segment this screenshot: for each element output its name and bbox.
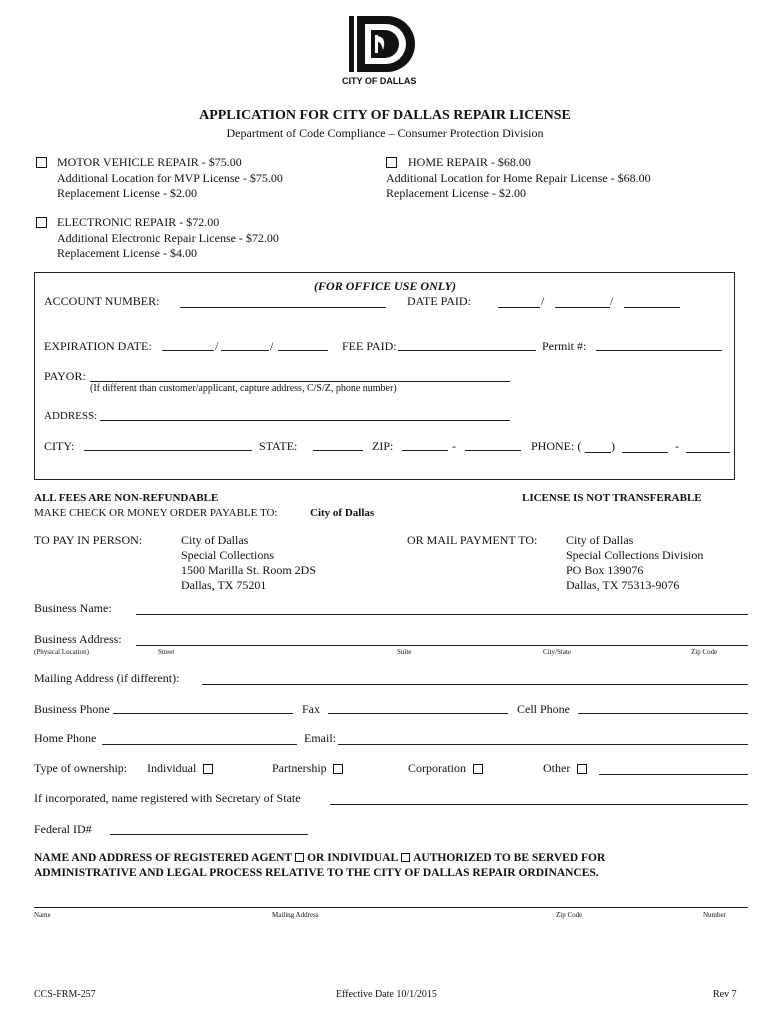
office-city-label: CITY: xyxy=(44,439,75,453)
pay-in-person-line-3: 1500 Marilla St. Room 2DS xyxy=(181,563,317,577)
cell-phone-field[interactable] xyxy=(578,713,748,714)
home-phone-label: Home Phone xyxy=(34,731,97,745)
date-paid-year-field[interactable] xyxy=(624,307,680,308)
office-zip-field[interactable] xyxy=(402,450,448,451)
office-zip-ext-field[interactable] xyxy=(465,450,521,451)
dallas-d-logo-icon xyxy=(345,12,425,76)
agent-name-caption: Name xyxy=(34,911,51,919)
pay-in-person-line-4: Dallas, TX 75201 xyxy=(181,578,267,592)
fax-field[interactable] xyxy=(328,713,508,714)
pay-in-person-line-2: Special Collections xyxy=(181,548,274,562)
federal-id-label: Federal ID# xyxy=(34,822,92,836)
payor-label: PAYOR: xyxy=(44,369,86,383)
motor-vehicle-checkbox[interactable] xyxy=(36,157,47,168)
home-phone-field[interactable] xyxy=(102,744,297,745)
non-refundable-notice: ALL FEES ARE NON-REFUNDABLE xyxy=(34,492,219,504)
individual-checkbox[interactable] xyxy=(203,764,213,774)
logo-caption: CITY OF DALLAS xyxy=(342,76,417,86)
date-paid-slash-2: / xyxy=(610,294,614,308)
registered-agent-text-c: AUTHORIZED TO BE SERVED FOR xyxy=(413,852,606,864)
motor-vehicle-additional: Additional Location for MVP License - $75.00 xyxy=(57,171,283,185)
city-state-caption: City/State xyxy=(543,648,571,656)
date-paid-month-field[interactable] xyxy=(498,307,540,308)
registered-agent-checkbox[interactable] xyxy=(295,853,304,862)
partnership-checkbox[interactable] xyxy=(333,764,343,774)
registered-agent-text-a: NAME AND ADDRESS OF REGISTERED AGENT xyxy=(34,852,293,864)
incorporated-label: If incorporated, name registered with Secretary of State xyxy=(34,791,301,805)
pay-in-person-line-1: City of Dallas xyxy=(181,533,249,547)
expiration-day-field[interactable] xyxy=(221,350,269,351)
physical-location-note: (Physical Location) xyxy=(34,648,90,656)
mailing-address-field[interactable] xyxy=(202,684,748,685)
business-name-label: Business Name: xyxy=(34,601,112,615)
home-repair-checkbox[interactable] xyxy=(386,157,397,168)
individual-agent-checkbox[interactable] xyxy=(401,853,410,862)
ownership-type-label: Type of ownership: xyxy=(34,761,128,775)
office-phone-label: PHONE: ( xyxy=(531,439,582,453)
not-transferable-notice: LICENSE IS NOT TRANSFERABLE xyxy=(522,492,702,504)
permit-field[interactable] xyxy=(596,350,722,351)
payor-note: (If different than customer/applicant, capture address, C/S/Z, phone number) xyxy=(90,383,397,394)
page-title: APPLICATION FOR CITY OF DALLAS REPAIR LICENSE xyxy=(199,108,571,123)
page-subtitle: Department of Code Compliance – Consumer Protection Division xyxy=(226,126,544,140)
city-of-dallas-logo xyxy=(342,12,425,88)
expiration-year-field[interactable] xyxy=(278,350,328,351)
office-state-field[interactable] xyxy=(313,450,363,451)
date-paid-label: DATE PAID: xyxy=(407,294,471,308)
office-phone-prefix-field[interactable] xyxy=(622,452,668,453)
office-zip-label: ZIP: xyxy=(372,439,394,453)
payee-name: City of Dallas xyxy=(310,507,375,519)
mail-payment-line-2: Special Collections Division xyxy=(566,548,704,562)
mail-payment-label: OR MAIL PAYMENT TO: xyxy=(407,533,538,547)
home-repair-additional: Additional Location for Home Repair License - $68.00 xyxy=(386,171,651,185)
registered-agent-text-b: OR INDIVIDUAL xyxy=(307,852,399,864)
mail-payment-line-1: City of Dallas xyxy=(566,533,634,547)
motor-vehicle-replacement: Replacement License - $2.00 xyxy=(57,186,197,200)
other-label: Other xyxy=(543,761,571,775)
make-check-label: MAKE CHECK OR MONEY ORDER PAYABLE TO: xyxy=(34,507,278,519)
office-phone-paren: ) xyxy=(611,439,615,453)
expiration-month-field[interactable] xyxy=(162,350,214,351)
business-address-label: Business Address: xyxy=(34,632,122,646)
office-phone-area-field[interactable] xyxy=(585,452,611,453)
agent-zip-code-caption: Zip Code xyxy=(556,911,583,919)
agent-mailing-address-caption: Mailing Address xyxy=(272,911,319,919)
permit-label: Permit #: xyxy=(542,339,587,353)
email-label: Email: xyxy=(304,731,336,745)
street-caption: Street xyxy=(158,648,175,656)
office-address-label: ADDRESS: xyxy=(44,410,98,422)
fee-paid-field[interactable] xyxy=(398,350,536,351)
account-number-label: ACCOUNT NUMBER: xyxy=(44,294,160,308)
electronic-repair-replacement: Replacement License - $4.00 xyxy=(57,246,197,260)
fax-label: Fax xyxy=(302,702,320,716)
date-paid-slash-1: / xyxy=(541,294,545,308)
home-repair-label: HOME REPAIR - $68.00 xyxy=(408,155,531,169)
pay-in-person-label: TO PAY IN PERSON: xyxy=(34,533,143,547)
mail-payment-line-3: PO Box 139076 xyxy=(566,563,644,577)
corporation-checkbox[interactable] xyxy=(473,764,483,774)
other-checkbox[interactable] xyxy=(577,764,587,774)
cell-phone-label: Cell Phone xyxy=(517,702,570,716)
home-repair-replacement: Replacement License - $2.00 xyxy=(386,186,526,200)
registered-agent-subheading: ADMINISTRATIVE AND LEGAL PROCESS RELATIVE TO THE CITY OF DALLAS REPAIR ORDINANCES. xyxy=(34,867,599,879)
office-city-field[interactable] xyxy=(84,450,252,451)
zip-code-caption: Zip Code xyxy=(691,648,718,656)
incorporated-name-field[interactable] xyxy=(330,804,748,805)
email-field[interactable] xyxy=(338,744,748,745)
business-phone-label: Business Phone xyxy=(34,702,110,716)
date-paid-day-field[interactable] xyxy=(555,307,610,308)
electronic-repair-additional: Additional Electronic Repair License - $72.00 xyxy=(57,231,279,245)
revision: Rev 7 xyxy=(713,989,737,1000)
partnership-label: Partnership xyxy=(272,761,327,775)
corporation-label: Corporation xyxy=(408,761,466,775)
expiration-slash-2: / xyxy=(270,339,274,353)
office-phone-dash: - xyxy=(675,439,679,453)
agent-info-field[interactable] xyxy=(34,907,748,908)
individual-label: Individual xyxy=(147,761,197,775)
expiration-date-label: EXPIRATION DATE: xyxy=(44,339,152,353)
office-state-label: STATE: xyxy=(259,439,298,453)
payor-field[interactable] xyxy=(90,381,510,382)
suite-caption: Suite xyxy=(397,648,412,656)
account-number-field[interactable] xyxy=(180,307,386,308)
business-address-field[interactable] xyxy=(136,645,748,646)
agent-number-caption: Number xyxy=(703,911,726,919)
mail-payment-line-4: Dallas, TX 75313-9076 xyxy=(566,578,680,592)
office-phone-line-field[interactable] xyxy=(686,452,730,453)
business-name-field[interactable] xyxy=(136,614,748,615)
business-phone-field[interactable] xyxy=(113,713,293,714)
other-ownership-field[interactable] xyxy=(599,774,748,775)
effective-date: Effective Date 10/1/2015 xyxy=(336,989,437,1000)
office-address-field[interactable] xyxy=(100,420,510,421)
office-zip-dash: - xyxy=(452,439,456,453)
office-use-heading: (FOR OFFICE USE ONLY) xyxy=(314,279,456,293)
electronic-repair-checkbox[interactable] xyxy=(36,217,47,228)
fee-paid-label: FEE PAID: xyxy=(342,339,397,353)
motor-vehicle-label: MOTOR VEHICLE REPAIR - $75.00 xyxy=(57,155,242,169)
expiration-slash-1: / xyxy=(215,339,219,353)
registered-agent-heading xyxy=(34,852,605,864)
mailing-address-label: Mailing Address (if different): xyxy=(34,671,180,685)
federal-id-field[interactable] xyxy=(110,834,308,835)
form-id: CCS-FRM-257 xyxy=(34,989,96,1000)
electronic-repair-label: ELECTRONIC REPAIR - $72.00 xyxy=(57,215,220,229)
